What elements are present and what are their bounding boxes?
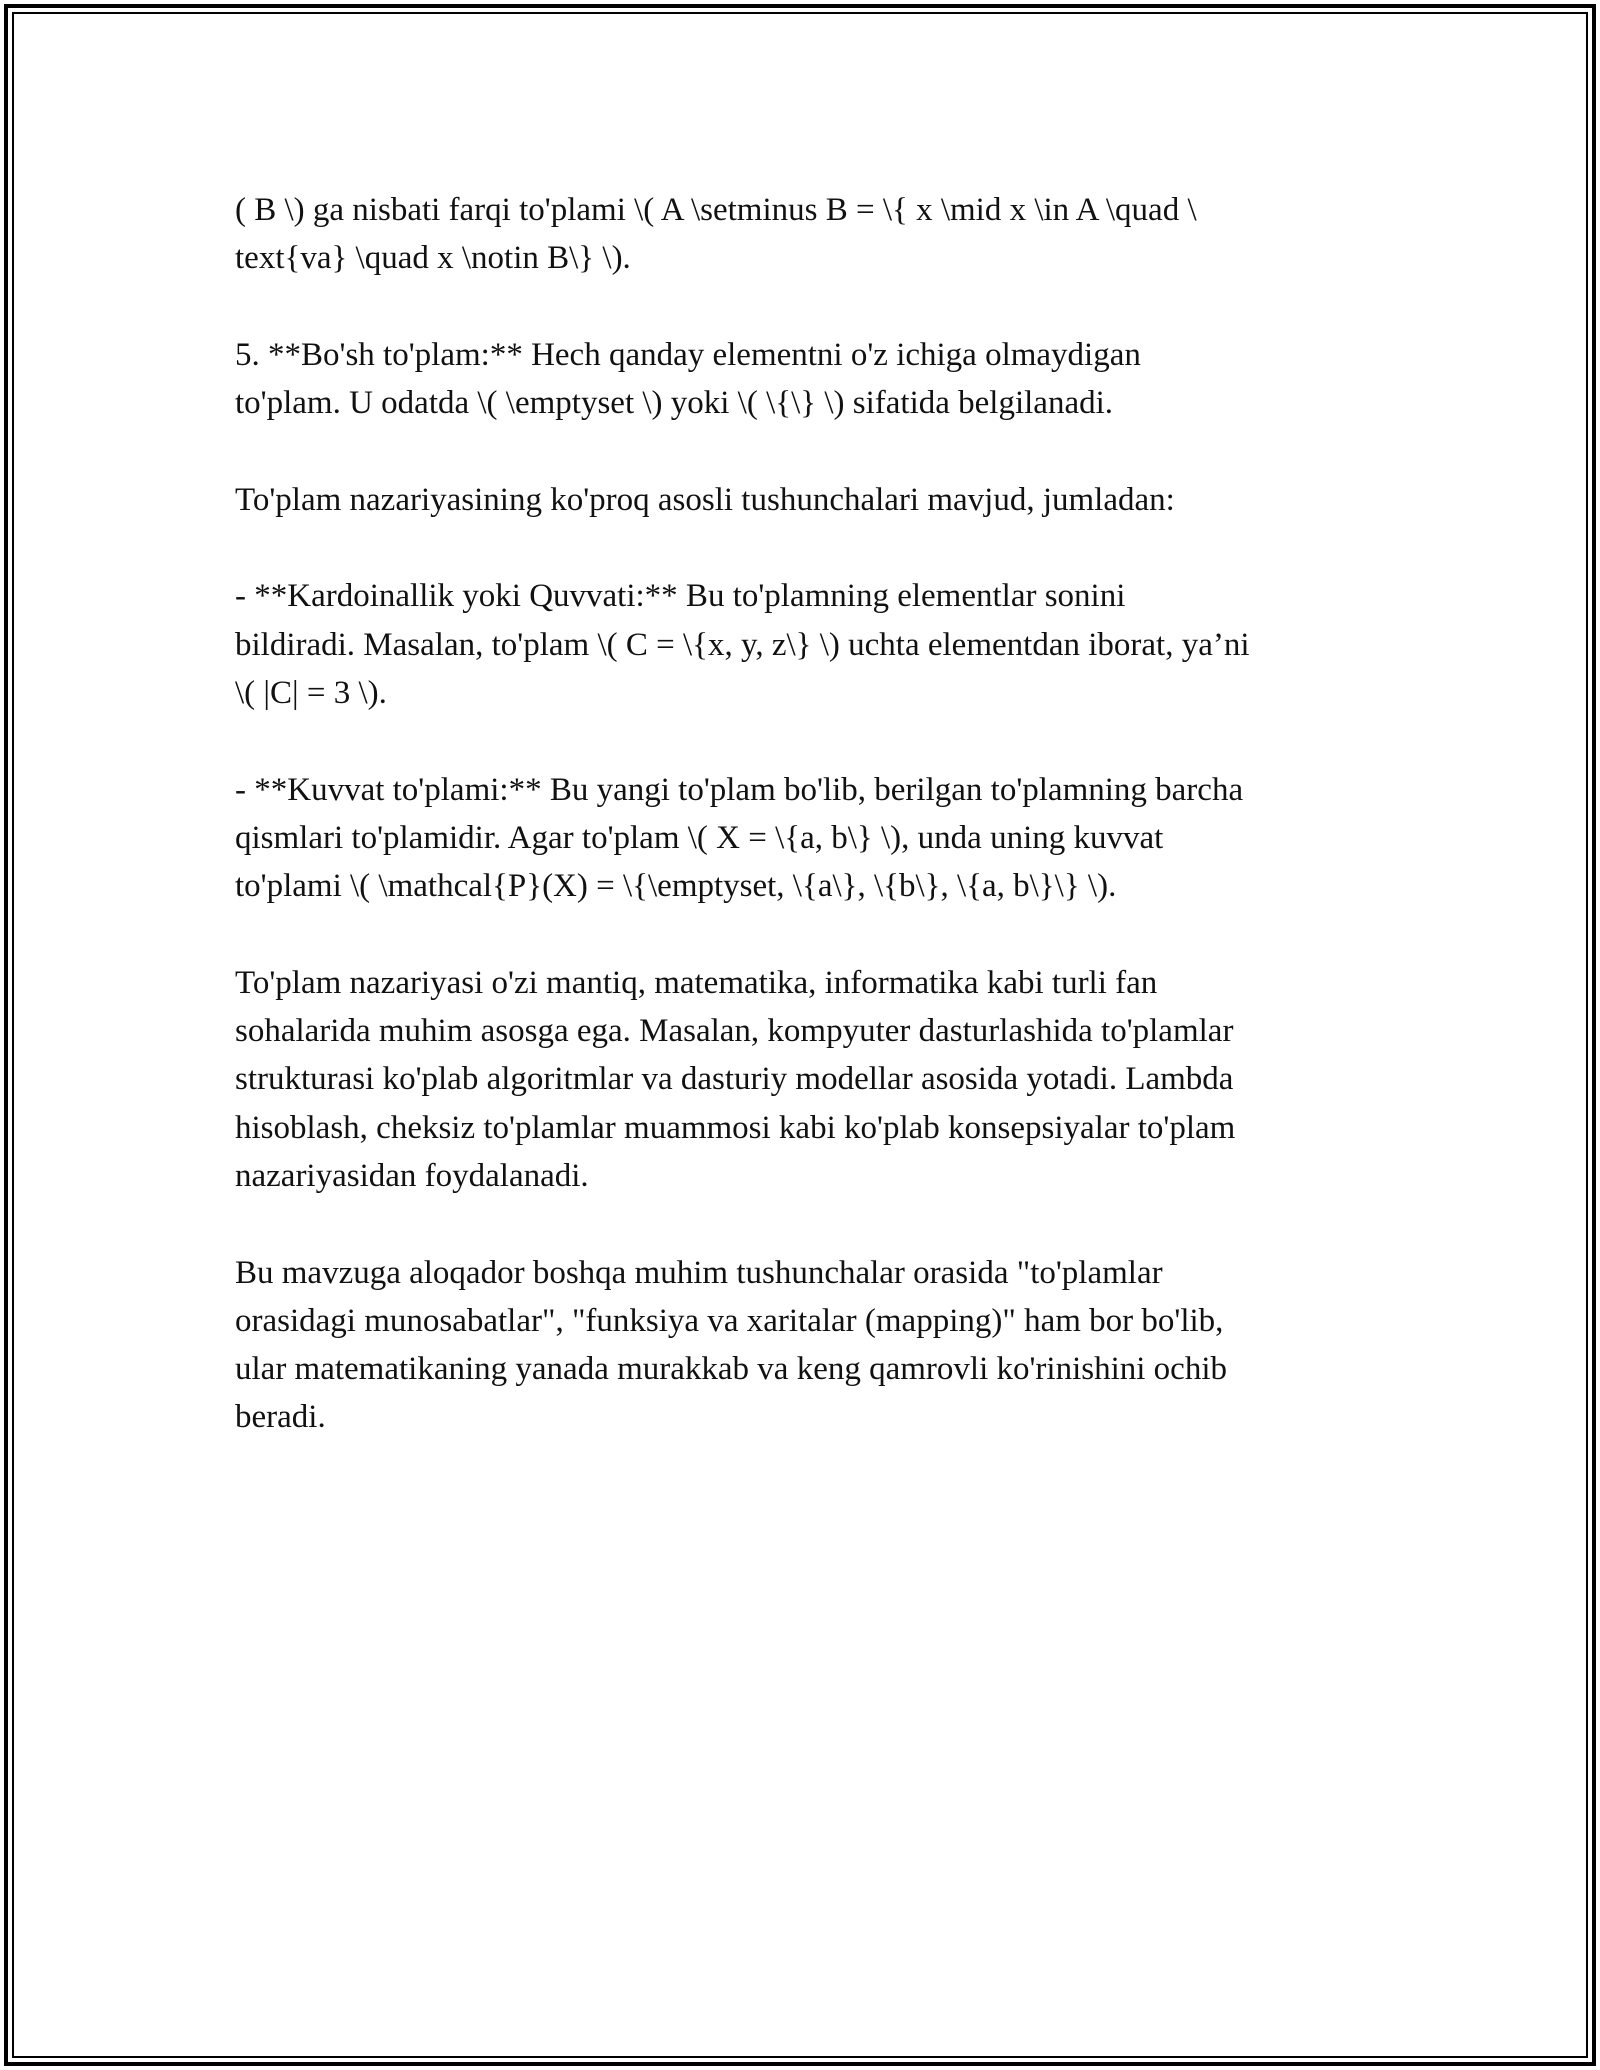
text-line: beradi. <box>235 1399 326 1436</box>
paragraph-empty-set <box>235 331 1375 428</box>
text-line: sohalarida muhim asosga ega. Masalan, kompyuter dasturlashida to'plamlar <box>235 1013 1234 1050</box>
paragraph-cardinality <box>235 572 1375 717</box>
text-line: - **Kuvvat to'plami:** Bu yangi to'plam bo'lib, berilgan to'plamning barcha <box>235 771 1244 808</box>
paragraph-intro-concepts <box>235 476 1375 524</box>
text-line: Bu mavzuga aloqador boshqa muhim tushunchalar orasida "to'plamlar <box>235 1254 1163 1291</box>
text-line: text{va} \quad x \notin B\} \). <box>235 240 631 277</box>
text-line: bildiradi. Masalan, to'plam \( C = \{x, y, z\} \) uchta elementdan iborat, ya’ni <box>235 626 1250 663</box>
text-line: strukturasi ko'plab algoritmlar va dasturiy modellar asosida yotadi. Lambda <box>235 1061 1234 1098</box>
text-line: To'plam nazariyasining ko'proq asosli tushunchalari mavjud, jumladan: <box>235 481 1175 518</box>
text-line: ( B \) ga nisbati farqi to'plami \( A \setminus B = \{ x \mid x \in A \quad \ <box>235 192 1197 228</box>
text-line: 5. **Bo'sh to'plam:** Hech qanday elementni o'z ichiga olmaydigan <box>235 336 1141 373</box>
document-body <box>235 186 1375 1490</box>
paragraph-set-difference <box>235 186 1375 283</box>
text-line: hisoblash, cheksiz to'plamlar muammosi kabi ko'plab konsepsiyalar to'plam <box>235 1109 1236 1146</box>
paragraph-related-topics <box>235 1249 1375 1442</box>
text-line: to'plami \( \mathcal{P}(X) = \{\emptyset, \{a\}, \{b\}, \{a, b\}\} \). <box>235 868 1117 905</box>
text-line: To'plam nazariyasi o'zi mantiq, matematika, informatika kabi turli fan <box>235 964 1158 1001</box>
text-line: nazariyasidan foydalanadi. <box>235 1157 589 1194</box>
paragraph-applications <box>235 959 1375 1200</box>
paragraph-power-set <box>235 766 1375 911</box>
text-line: - **Kardoinallik yoki Quvvati:** Bu to'plamning elementlar sonini <box>235 578 1126 615</box>
text-line: qismlari to'plamidir. Agar to'plam \( X = \{a, b\} \), unda uning kuvvat <box>235 819 1164 856</box>
text-line: to'plam. U odatda \( \emptyset \) yoki \( \{\} \) sifatida belgilanadi. <box>235 385 1114 422</box>
text-line: ular matematikaning yanada murakkab va keng qamrovli ko'rinishini ochib <box>235 1351 1227 1388</box>
text-line: \( |C| = 3 \). <box>235 674 387 711</box>
text-line: orasidagi munosabatlar", "funksiya va xaritalar (mapping)" ham bor bo'lib, <box>235 1302 1224 1339</box>
